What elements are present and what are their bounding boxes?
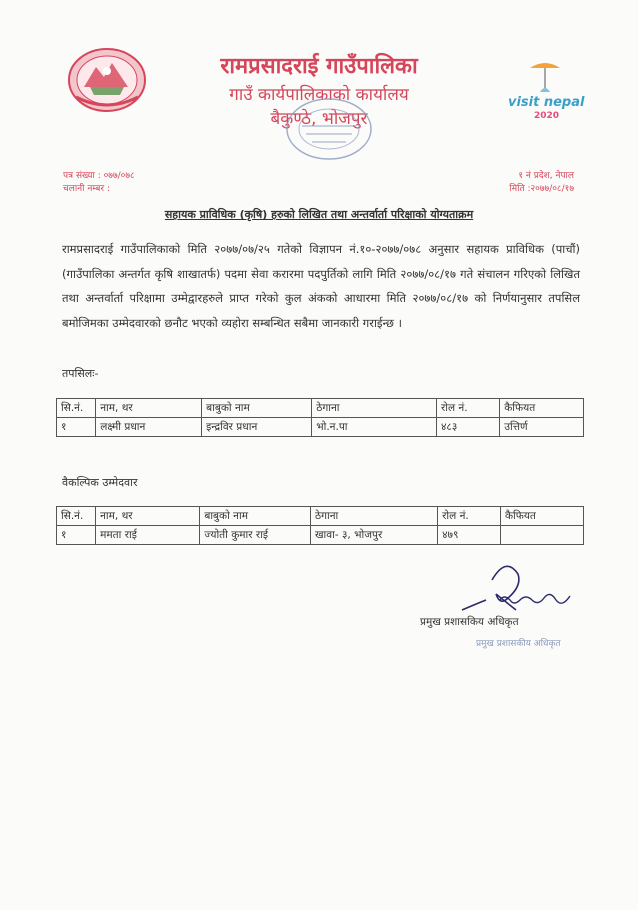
alternate-candidates-table (56, 506, 584, 545)
signatory-title: प्रमुख प्रशासकिय अधिकृत (420, 616, 519, 628)
reference-block (63, 170, 135, 196)
header-address: ठेगाना (310, 507, 437, 526)
province-label: १ नं प्रदेश, नेपाल (518, 171, 574, 181)
visit-nepal-logo-icon (500, 58, 610, 124)
visit-nepal-logo (500, 58, 610, 124)
subject-text: सहायक प्राविधिक (कृषि) हरुको लिखित तथा अन्तर्वार्ता परिक्षाको योग्यताक्रम (164, 208, 474, 221)
header-roll-number: रोल नं. (438, 507, 501, 526)
header-remarks: कैफियत (500, 507, 583, 526)
header-address: ठेगाना (312, 399, 437, 418)
table-header-row (57, 507, 584, 526)
header-father-name: बाबुको नाम (200, 507, 311, 526)
office-seal-stamp-icon (284, 96, 374, 162)
date-block (509, 170, 574, 196)
organization-name: रामप्रसादराई गाउँपालिका (220, 54, 418, 79)
office-address: बैकुण्ठे, भोजपुर (270, 109, 368, 129)
roll-number-cell: ४८३ (436, 418, 499, 437)
father-name-cell: ज्योती कुमार राई (200, 526, 311, 545)
table-row (57, 418, 584, 437)
signatory-stamp: प्रमुख प्रशासकीय अधिकृत (476, 639, 561, 649)
header-name: नाम, थर (96, 507, 200, 526)
father-name-cell: इन्द्रविर प्रधान (202, 418, 312, 437)
office-name: गाउँ कार्यपालिकाको कार्यालय (229, 85, 409, 105)
header-remarks: कैफियत (500, 399, 584, 418)
name-cell: ममता राई (96, 526, 200, 545)
header-father-name: बाबुको नाम (202, 399, 312, 418)
reference-number: पत्र संख्या : ०७७/०७८ (63, 171, 135, 181)
header-roll-number: रोल नं. (436, 399, 499, 418)
dispatch-number: चलानी नम्बर : (63, 184, 110, 194)
header-name: नाम, थर (96, 399, 202, 418)
notice-body: रामप्रसादराई गाउँपालिकाको मिति २०७७/०७/२५ गतेको विज्ञापन नं.१०-२०७७/०७८ अनुसार सहायक प्राविधिक (पाचौं) (गाउँपालिका अन्तर्गत कृषि शाखातर्फ) पदमा सेवा करारमा पदपुर्तिको लागि मिति २०७७/०८/१७ गते संचालन गरिएको लिखित तथा अन्तर्वार्ता परिक्षामा उम्मेद्वारहरुले प्राप्त गरेको कुल अंकको आधारमा मिति २०७७/०८/१७ को निर्णयानुसार तपसिल बमोजिमका उम्मेदवारको छनौट भएको व्यहोरा सम्बन्धित सबैमा जानकारी गराईन्छ । (62, 242, 580, 330)
table-row (57, 526, 584, 545)
roll-number-cell: ४७९ (438, 526, 501, 545)
remarks-cell: उत्तिर्ण (500, 418, 584, 437)
name-cell: लक्ष्मी प्रधान (96, 418, 202, 437)
subject-line (0, 207, 638, 222)
serial-cell: १ (57, 526, 96, 545)
alternate-candidates-label: वैकल्पिक उम्मेदवार (62, 476, 138, 489)
visit-nepal-year: 2020 (534, 111, 560, 121)
serial-cell: १ (57, 418, 96, 437)
header-serial: सि.नं. (57, 399, 96, 418)
remarks-cell (500, 526, 583, 545)
header-serial: सि.नं. (57, 507, 96, 526)
details-label: तपसिलः- (62, 367, 99, 380)
letter-date: मिति :२०७७/०८/१७ (509, 184, 574, 194)
address-cell: खावा- ३, भोजपुर (310, 526, 437, 545)
table-header-row (57, 399, 584, 418)
selected-candidates-table (56, 398, 584, 437)
address-cell: भो.न.पा (312, 418, 437, 437)
visit-nepal-text: visit nepal (508, 95, 585, 110)
